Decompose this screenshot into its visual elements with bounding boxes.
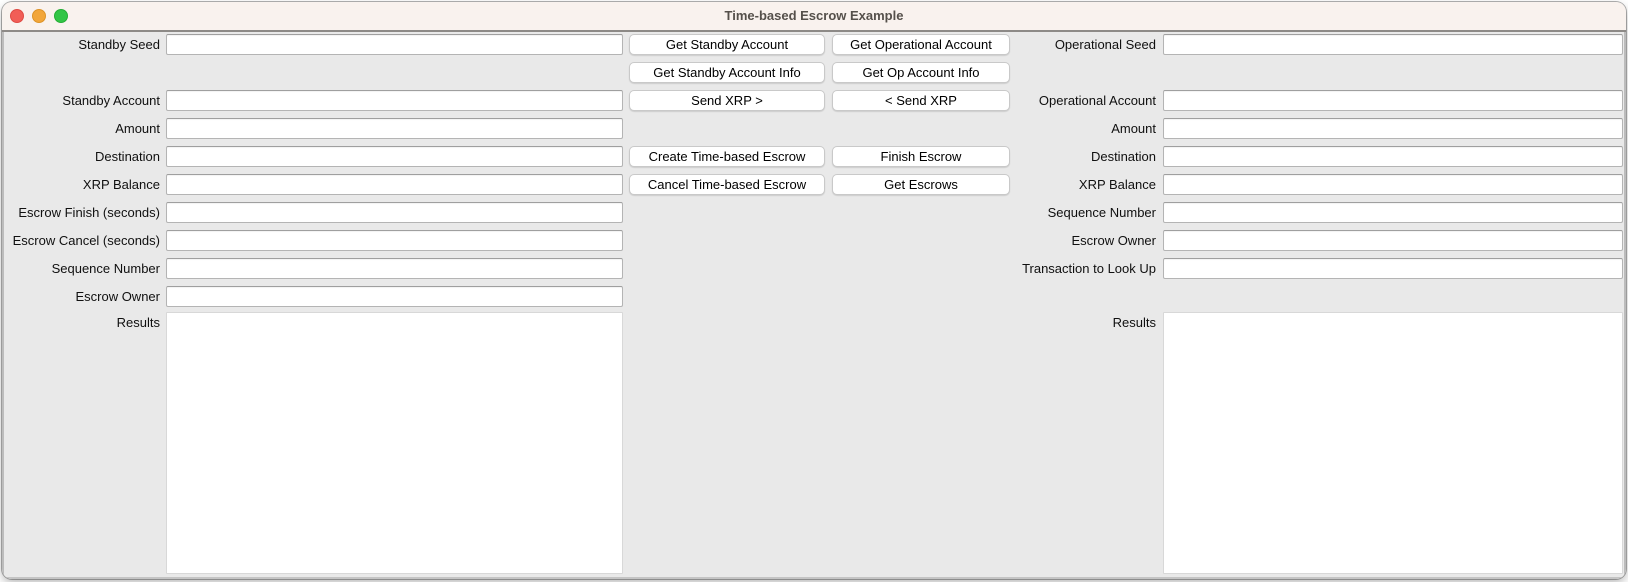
standby-account-input[interactable] <box>166 90 623 111</box>
standby-sequence-number-input[interactable] <box>166 258 623 279</box>
send-xrp-to-standby-button[interactable]: < Send XRP <box>832 90 1010 111</box>
standby-amount-input[interactable] <box>166 118 623 139</box>
operational-escrow-owner-label: Escrow Owner <box>1071 233 1156 248</box>
operational-results-label: Results <box>1112 315 1156 330</box>
operational-account-label: Operational Account <box>1038 93 1156 108</box>
create-time-based-escrow-button[interactable]: Create Time-based Escrow <box>629 146 825 167</box>
get-standby-account-button[interactable]: Get Standby Account <box>629 34 825 55</box>
cancel-time-based-escrow-button[interactable]: Cancel Time-based Escrow <box>629 174 825 195</box>
transaction-to-look-up-input[interactable] <box>1163 258 1623 279</box>
operational-xrp-balance-input[interactable] <box>1163 174 1623 195</box>
transaction-to-look-up-label: Transaction to Look Up <box>1022 261 1156 276</box>
operational-results-textarea[interactable] <box>1163 312 1623 574</box>
operational-seed-input[interactable] <box>1163 34 1623 55</box>
standby-results-label: Results <box>116 315 160 330</box>
app-window <box>2 2 1626 579</box>
standby-escrow-owner-input[interactable] <box>166 286 623 307</box>
operational-seed-label: Operational Seed <box>1054 37 1156 52</box>
finish-escrow-button[interactable]: Finish Escrow <box>832 146 1010 167</box>
standby-xrp-balance-label: XRP Balance <box>82 177 160 192</box>
standby-destination-input[interactable] <box>166 146 623 167</box>
operational-amount-label: Amount <box>1111 121 1156 136</box>
escrow-finish-seconds-input[interactable] <box>166 202 623 223</box>
titlebar <box>2 2 1626 32</box>
standby-xrp-balance-input[interactable] <box>166 174 623 195</box>
get-standby-account-info-button[interactable]: Get Standby Account Info <box>629 62 825 83</box>
window-title: Time-based Escrow Example <box>724 8 904 23</box>
send-xrp-to-operational-button[interactable]: Send XRP > <box>629 90 825 111</box>
get-op-account-info-button[interactable]: Get Op Account Info <box>832 62 1010 83</box>
standby-sequence-number-label: Sequence Number <box>51 261 160 276</box>
get-escrows-button[interactable]: Get Escrows <box>832 174 1010 195</box>
operational-destination-label: Destination <box>1090 149 1156 164</box>
standby-account-label: Standby Account <box>62 93 160 108</box>
escrow-cancel-seconds-label: Escrow Cancel (seconds) <box>12 233 160 248</box>
operational-escrow-owner-input[interactable] <box>1163 230 1623 251</box>
standby-escrow-owner-label: Escrow Owner <box>75 289 160 304</box>
standby-seed-input[interactable] <box>166 34 623 55</box>
operational-sequence-number-label: Sequence Number <box>1047 205 1156 220</box>
standby-seed-label: Standby Seed <box>78 37 160 52</box>
standby-amount-label: Amount <box>115 121 160 136</box>
escrow-finish-seconds-label: Escrow Finish (seconds) <box>18 205 160 220</box>
operational-amount-input[interactable] <box>1163 118 1623 139</box>
standby-destination-label: Destination <box>94 149 160 164</box>
operational-account-input[interactable] <box>1163 90 1623 111</box>
get-operational-account-button[interactable]: Get Operational Account <box>832 34 1010 55</box>
escrow-cancel-seconds-input[interactable] <box>166 230 623 251</box>
operational-sequence-number-input[interactable] <box>1163 202 1623 223</box>
operational-xrp-balance-label: XRP Balance <box>1078 177 1156 192</box>
standby-results-textarea[interactable] <box>166 312 623 574</box>
operational-destination-input[interactable] <box>1163 146 1623 167</box>
